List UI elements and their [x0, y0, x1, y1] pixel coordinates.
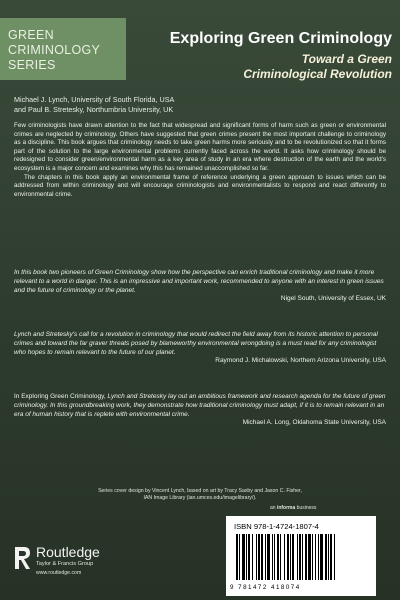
endorsement-2 — [14, 331, 386, 366]
author-line-2: and Paul B. Stretesky, Northumbria University, UK — [14, 105, 174, 114]
endorsement-source: Nigel South, University of Essex, UK — [280, 295, 386, 303]
informa-prefix: an — [270, 505, 277, 511]
informa-brand: informa — [276, 505, 296, 511]
credits-line-1: Series cover design by Vincent Lynch, based on art by Tracy Saxby and Jason C. Fisher, — [98, 488, 302, 494]
authors — [14, 95, 384, 115]
barcode-icon — [234, 534, 368, 582]
endorsement-3 — [14, 393, 386, 428]
endorsement-source: Raymond J. Michalowski, Northern Arizona University, USA — [215, 357, 386, 365]
series-line-3: SERIES — [8, 58, 56, 72]
endorsement-prefix: In Exploring Green Criminology, — [14, 393, 108, 400]
isbn-digits: 9 781472 418074 — [230, 584, 301, 591]
publisher-url[interactable]: www.routledge.com — [36, 570, 82, 576]
isbn-label: ISBN 978-1-4724-1807-4 — [234, 522, 319, 531]
endorsement-source: Michael A. Long, Oklahoma State University, USA — [242, 419, 386, 427]
endorsement-text: Lynch and Stretesky lay out an ambitious framework and research agenda for the future of green criminology. In this groundbreaking work, they demonstrate how traditional criminology must adapt, if it is to remain relevant in an era of human history that is replete with environmental crime. — [14, 393, 386, 418]
description-paragraph-1: Few criminologists have drawn attention to the fact that widespread and significant forms of harm such as green or environmental crimes are neglected by criminology. Others have suggested that green crimes present the most important challenge to criminology as a discipline. This book argues that criminology needs to take green harms more seriously and to be revolutionized so that it forms part of the solution to the large environmental problems currently faced across the world. It asks how criminology should be redesigned to consider green/environmental harm as a key area of study in an era where destruction of the earth and the world's ecosystem is a major concern and examines why this has remained unaccomplished so far. — [14, 122, 386, 172]
endorsement-1 — [14, 269, 386, 304]
publisher-name: Routledge — [36, 544, 100, 560]
publisher-group: Taylor & Francis Group — [36, 561, 94, 567]
description — [14, 122, 386, 199]
informa-tag — [270, 505, 316, 511]
routledge-logo-icon — [12, 545, 32, 571]
book-subtitle — [160, 52, 392, 82]
series-label-box — [0, 18, 126, 80]
series-line-2: CRIMINOLOGY — [8, 43, 101, 57]
cover-credits — [30, 488, 370, 502]
subtitle-line-2: Criminological Revolution — [243, 67, 392, 81]
description-paragraph-2: The chapters in this book apply an environmental frame of reference underlying a green approach to issues which can be addressed from within criminology and will encourage criminologists and environmentalists to respond and react differently to environmental crime. — [14, 173, 386, 198]
credits-line-2: IAN Image Library (ian.umces.edu/imagelibrary/). — [143, 495, 257, 502]
endorsement-text: In this book two pioneers of Green Criminology show how the perspective can enrich traditional criminology and make it more relevant to a world in danger. This is an impressive and important work, recommended to anyone with an interest in green issues and the future of criminology or the planet. — [14, 269, 384, 294]
series-line-1: GREEN — [8, 28, 54, 42]
informa-suffix: business — [295, 505, 317, 511]
subtitle-line-1: Toward a Green — [301, 52, 392, 66]
endorsement-text: Lynch and Stretesky's call for a revolution in criminology that would redirect the field away from its historic attention to personal crimes and toward the far graver threats posed by blameworthy environmental wrongdoing is a must read for any criminologist who hopes to remain relevant to the future of our planet. — [14, 331, 378, 356]
book-title: Exploring Green Criminology — [169, 30, 392, 47]
author-line-1: Michael J. Lynch, University of South Florida, USA — [14, 95, 175, 104]
